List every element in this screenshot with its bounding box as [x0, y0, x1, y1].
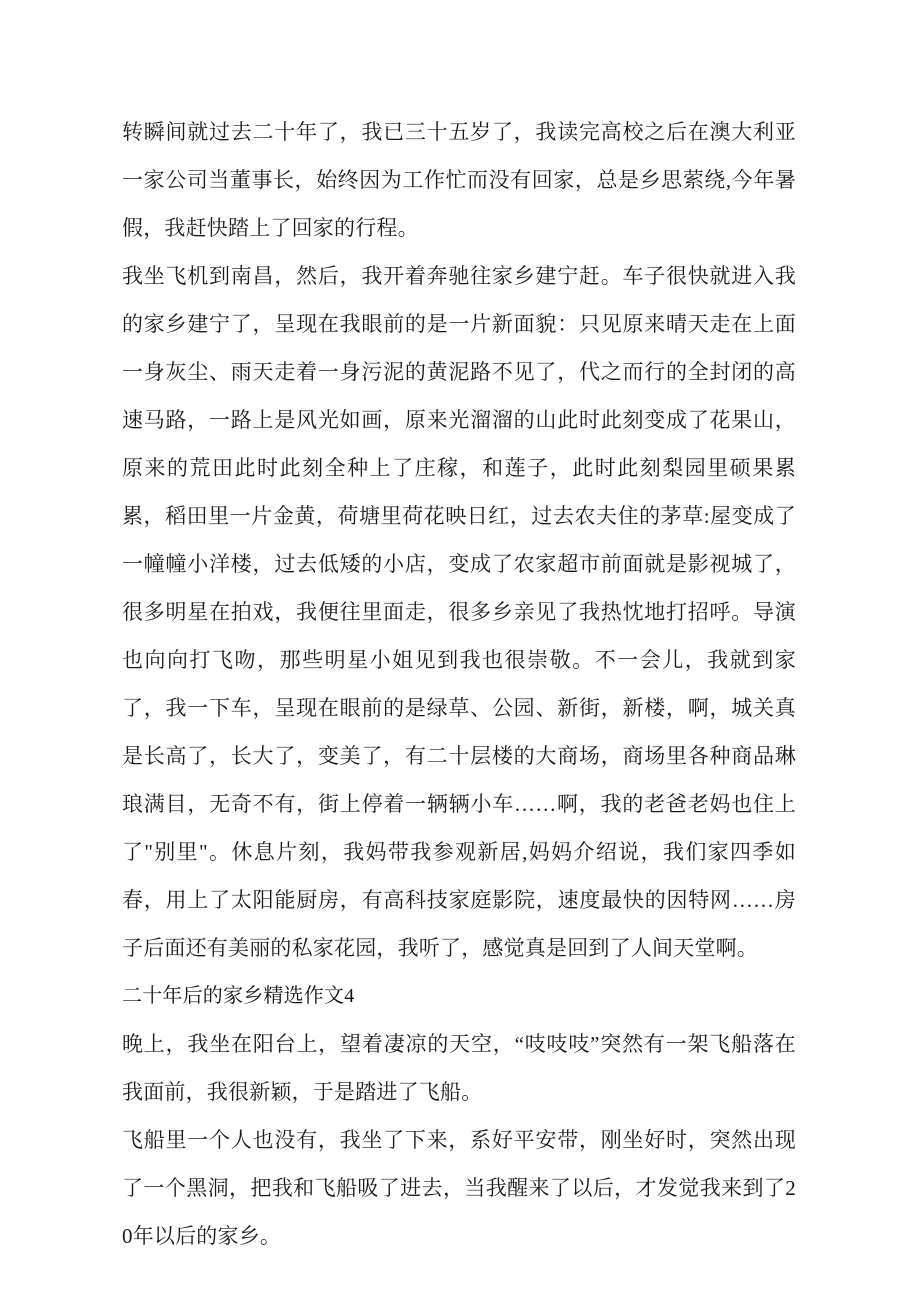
section-heading: 二十年后的家乡精选作文4 [122, 985, 355, 1007]
paragraph-4: 飞船里一个人也没有，我坐了下来，系好平安带，刚坐好时，突然出现了一个黑洞，把我和飞船吸了进去，当我醒来了以后，才发觉我来到了20年以后的家乡。 [122, 1128, 796, 1248]
document-text-column [122, 108, 796, 1260]
paragraph-3: 晚上，我坐在阳台上，望着凄凉的天空，“吱吱吱”突然有一架飞船落在我面前，我很新颖，于是踏进了飞船。 [122, 1032, 796, 1104]
paragraph-1: 转瞬间就过去二十年了，我已三十五岁了，我读完高校之后在澳大利亚一家公司当董事长，始终因为工作忙而没有回家，总是乡思萦绕,今年暑假，我赶快踏上了回家的行程。 [122, 120, 796, 240]
paragraph-2: 我坐飞机到南昌，然后，我开着奔驰往家乡建宁赶。车子很快就进入我的家乡建宁了，呈现在我眼前的是一片新面貌：只见原来晴天走在上面一身灰尘、雨天走着一身污泥的黄泥路不见了，代之而行的全封闭的高速马路，一路上是风光如画，原来光溜溜的山此时此刻变成了花果山，原来的荒田此时此刻全种上了庄稼，和莲子，此时此刻梨园里硕果累累，稻田里一片金黄，荷塘里荷花映日红，过去农夫住的茅草:屋变成了一幢幢小洋楼，过去低矮的小店，变成了农家超市前面就是影视城了，很多明星在拍戏，我便往里面走，很多乡亲见了我热忱地打招呼。导演也向向打飞吻，那些明星小姐见到我也很崇敬。不一会儿，我就到家了，我一下车，呈现在眼前的是绿草、公园、新街，新楼，啊，城关真是长高了，长大了，变美了，有二十层楼的大商场，商场里各种商品琳琅满目，无奇不有，街上停着一辆辆小车……啊，我的老爸老妈也住上了"别里"。休息片刻，我妈带我参观新居,妈妈介绍说，我们家四季如春，用上了太阳能厨房，有高科技家庭影院，速度最快的因特网……房子后面还有美丽的私家花园，我听了，感觉真是回到了人间天堂啊。 [122, 264, 796, 960]
